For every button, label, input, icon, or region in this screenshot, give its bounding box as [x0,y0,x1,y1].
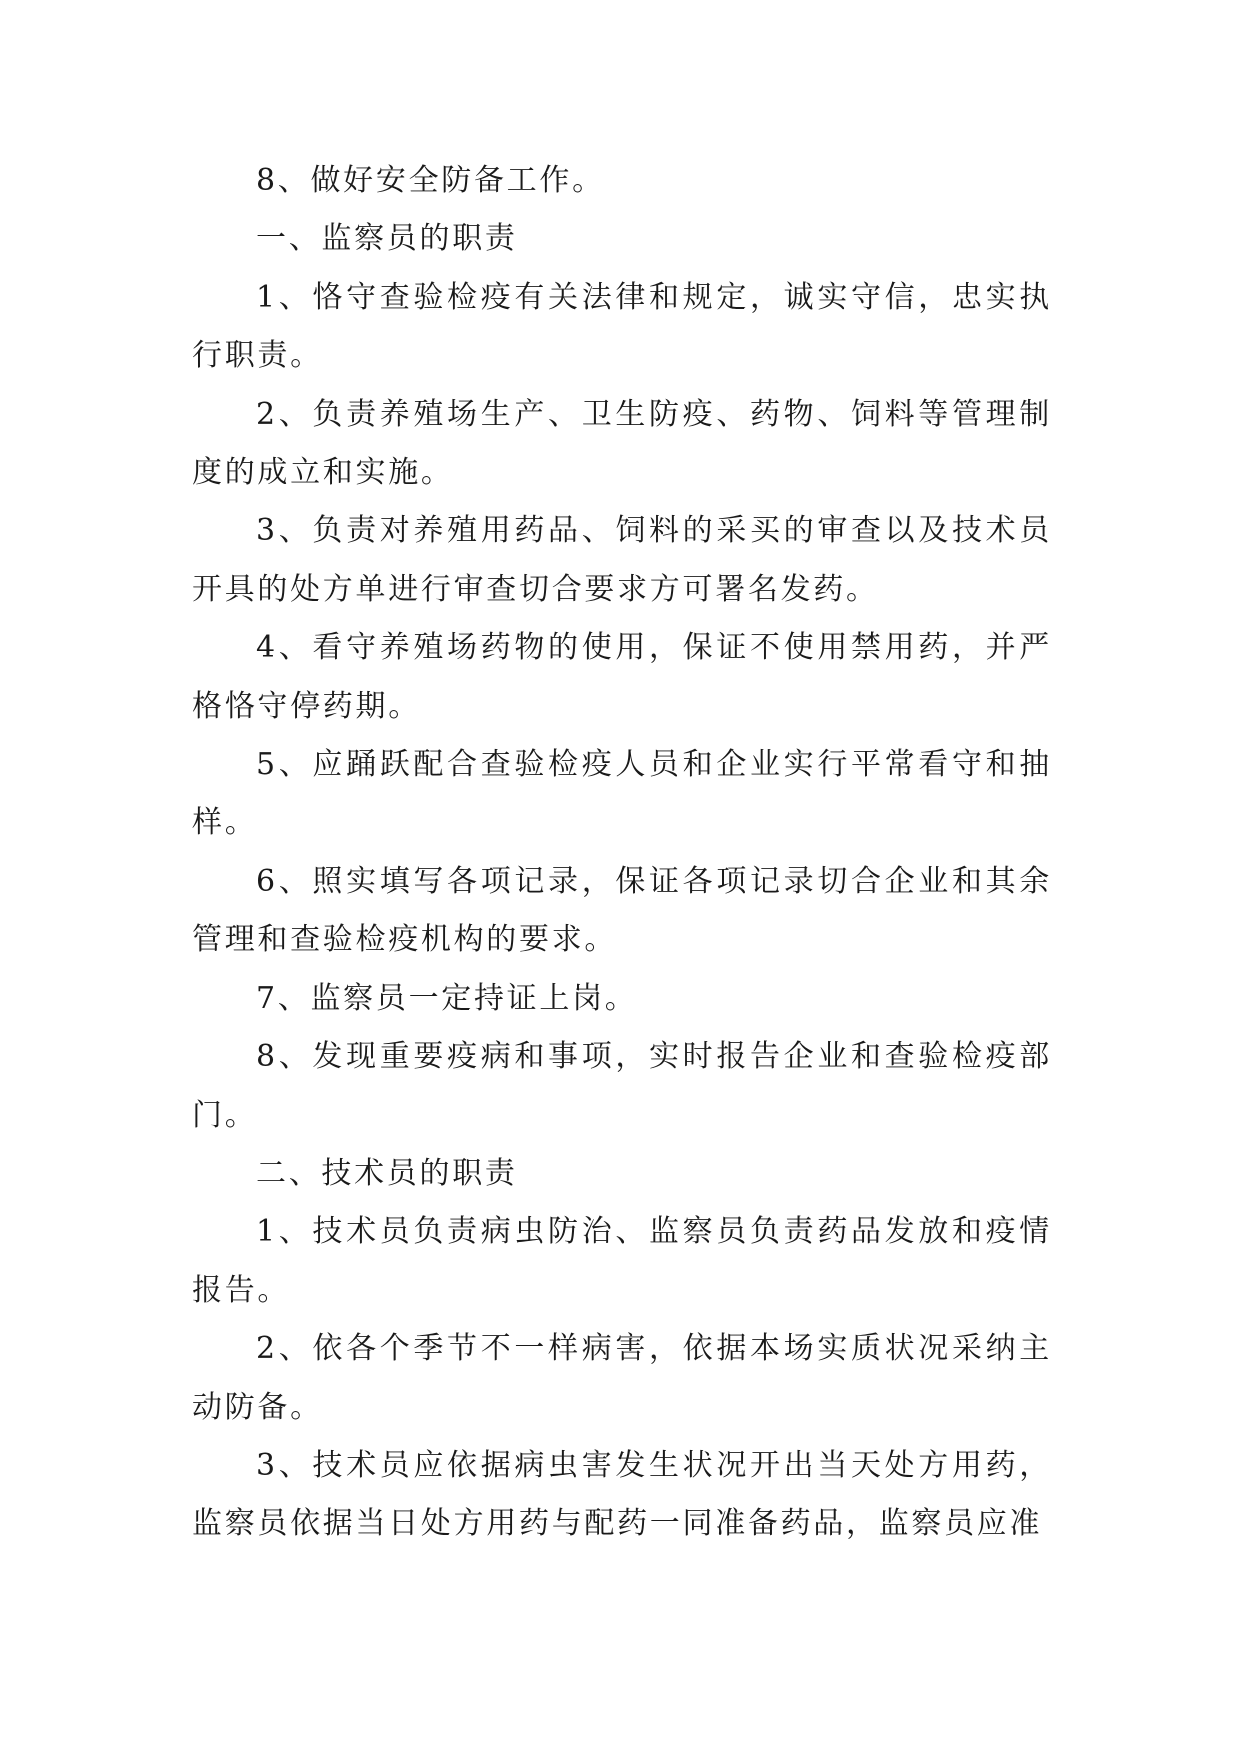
paragraph: 6、照实填写各项记录，保证各项记录切合企业和其余管理和查验检疫机构的要求。 [192,863,1052,958]
paragraph: 8、做好安全防备工作。 [256,163,605,198]
paragraph: 2、依各个季节不一样病害，依据本场实质状况采纳主动防备。 [192,1331,1052,1425]
paragraph: 3、负责对养殖用药品、饲料的采买的审查以及技术员开具的处方单进行审查切合要求方可署名发药。 [192,513,1052,607]
paragraph: 5、应踊跃配合查验检疫人员和企业实行平常看守和抽样。 [192,747,1052,841]
paragraph: 2、负责养殖场生产、卫生防疫、药物、饲料等管理制度的成立和实施。 [192,396,1052,491]
paragraph: 1、恪守查验检疫有关法律和规定，诚实守信，忠实执行职责。 [192,279,1052,374]
paragraph: 4、看守养殖场药物的使用，保证不使用禁用药，并严格恪守停药期。 [192,630,1052,724]
paragraph: 8、发现重要疫病和事项，实时报告企业和查验检疫部门。 [192,1039,1052,1133]
section-heading: 二、技术员的职责 [256,1155,518,1191]
document-body [192,152,1052,1554]
section-heading: 一、监察员的职责 [256,221,518,257]
paragraph: 7、监察员一定持证上岗。 [256,980,638,1016]
paragraph: 1、技术员负责病虫防治、监察员负责药品发放和疫情报告。 [192,1214,1052,1308]
paragraph: 3、技术员应依据病虫害发生状况开出当天处方用药，监察员依据当日处方用药与配药一同准备药品，监察员应准 [192,1447,1052,1542]
